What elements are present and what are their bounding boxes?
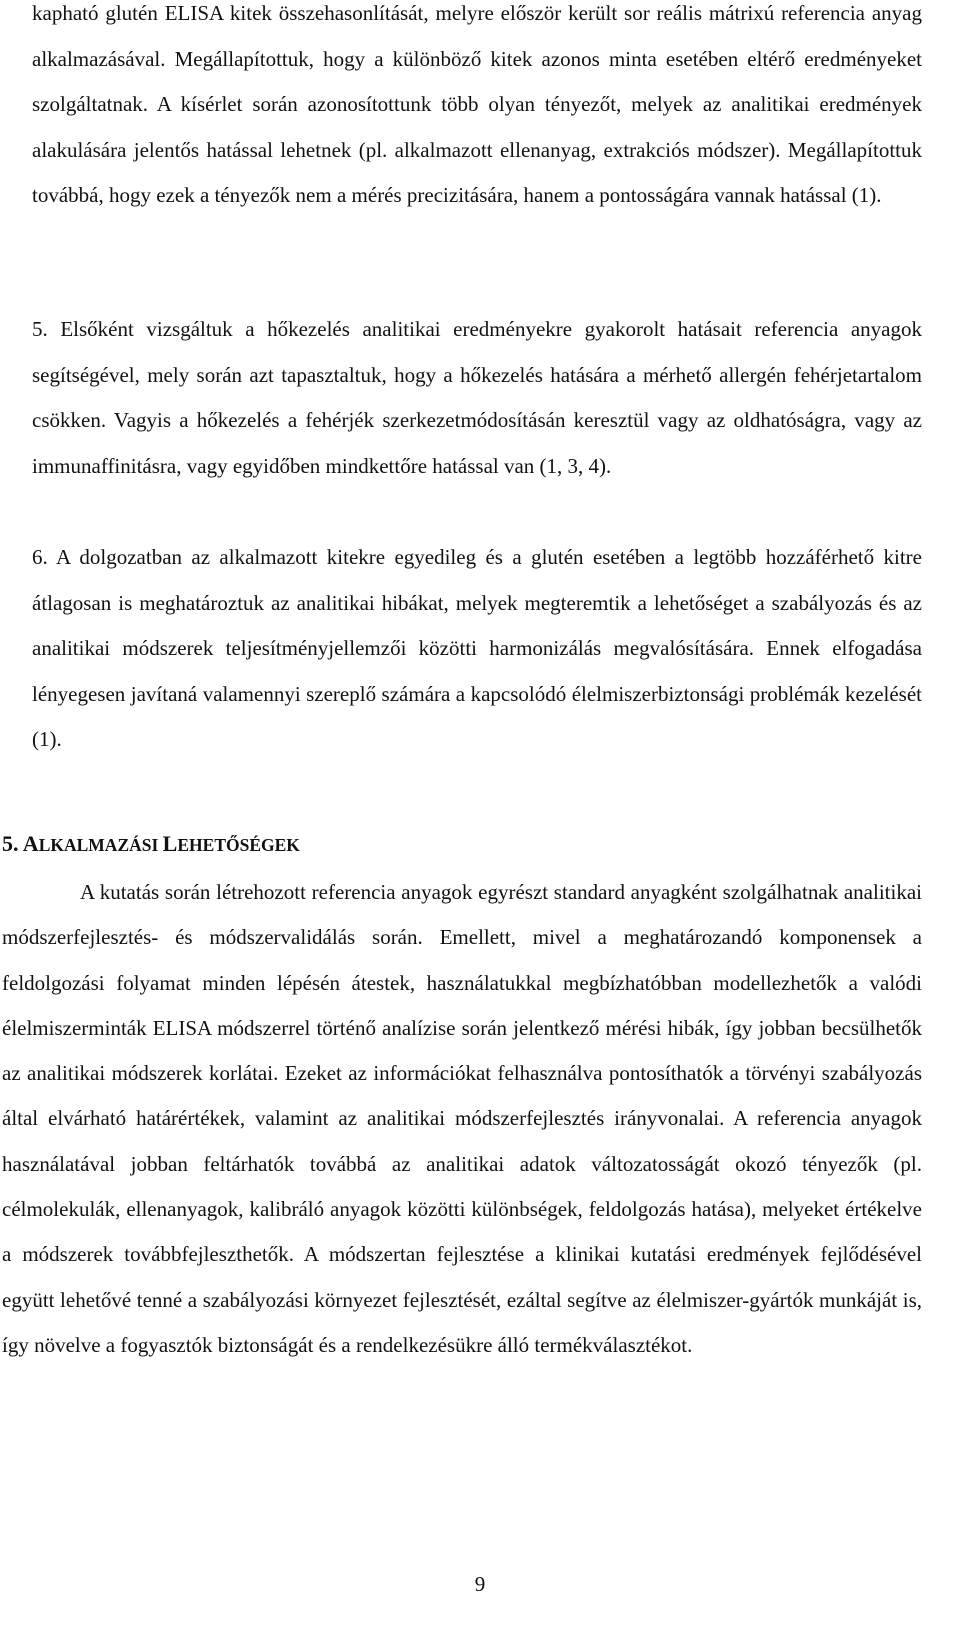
heading-part-4: EHETŐSÉGEK — [177, 835, 300, 855]
section-heading — [2, 824, 300, 865]
list-item-5-number: 5. — [32, 317, 48, 341]
section-number: 5. — [2, 831, 19, 856]
list-item-6-text: A dolgozatban az alkalmazott kitekre egyedileg és a glutén esetében a legtöbb hozzáférhető kitre átlagosan is meghatároztuk az analitikai hibákat, melyek megteremtik a lehetőséget a szabályozás és az analitikai módszerek teljesítményjellemzői közötti harmonizálás megvalósítására. Ennek elfogadása lényegesen javítaná valamennyi szereplő számára a kapcsolódó élelmiszerbiztonsági problémák kezelését (1). — [32, 545, 923, 751]
list-item-6-number: 6. — [32, 545, 48, 569]
list-item-6 — [32, 535, 922, 763]
list-item-5-text: Elsőként vizsgáltuk a hőkezelés analitikai eredményekre gyakorolt hatásait referencia anyagok segítségével, mely során azt tapasztaltuk, hogy a hőkezelés hatására a mérhető allergén fehérjetartalom csökken. Vagyis a hőkezelés a fehérjék szerkezetmódosításán keresztül vagy az oldhatóságra, vagy az immunaffinitásra, vagy egyidőben mindkettőre hatással van (1, 3, 4). — [32, 317, 922, 478]
page-number: 9 — [474, 1572, 486, 1596]
section-paragraph: A kutatás során létrehozott referencia anyagok egyrészt standard anyagként szolgálhatnak analitikai módszerfejlesztés- és módszervalidálás során. Emellett, mivel a meghatározandó komponensek a feldolgozási folyamat minden lépésén átestek, használatukkal megbízhatóbban modellezhetők a valódi élelmiszerminták ELISA módszerrel történő analízise során jelentkező mérési hibák, így jobban becsülhetők az analitikai módszerek korlátai. Ezeket az információkat felhasználva pontosíthatók a törvényi szabályozás által elvárható határértékek, valamint az analitikai módszerfejlesztés irányvonalai. A referencia anyagok használatával jobban feltárhatók továbbá az analitikai adatok változatosságát okozó tényezők (pl. célmolekulák, ellenanyagok, kalibráló anyagok közötti különbségek, feldolgozás hatása), melyeket értékelve a módszerek továbbfejleszthetők. A módszertan fejlesztése a klinikai kutatási eredmények fejlődésével együtt lehetővé tenné a szabályozási környezet fejlesztését, ezáltal segítve az élelmiszer-gyártók munkáját is, így növelve a fogyasztók biztonságát és a rendelkezésükre álló termékválasztékot. — [2, 880, 922, 1357]
heading-part-2: LKALMAZÁSI — [38, 835, 163, 855]
heading-part-3: L — [162, 831, 178, 856]
list-item-5 — [32, 307, 922, 489]
heading-part-1: A — [22, 831, 39, 856]
item-4-continuation: kapható glutén ELISA kitek összehasonlítását, melyre először került sor reális mátrixú referencia anyag alkalmazásával. Megállapítottuk, hogy a különböző kitek azonos minta esetében eltérő eredményeket szolgáltatnak. A kísérlet során azonosítottunk több olyan tényezőt, melyek az analitikai eredmények alakulására jelentős hatással lehetnek (pl. alkalmazott ellenanyag, extrakciós módszer). Megállapítottuk továbbá, hogy ezek a tényezők nem a mérés precizitására, hanem a pontosságára vannak hatással (1). — [32, 1, 922, 207]
